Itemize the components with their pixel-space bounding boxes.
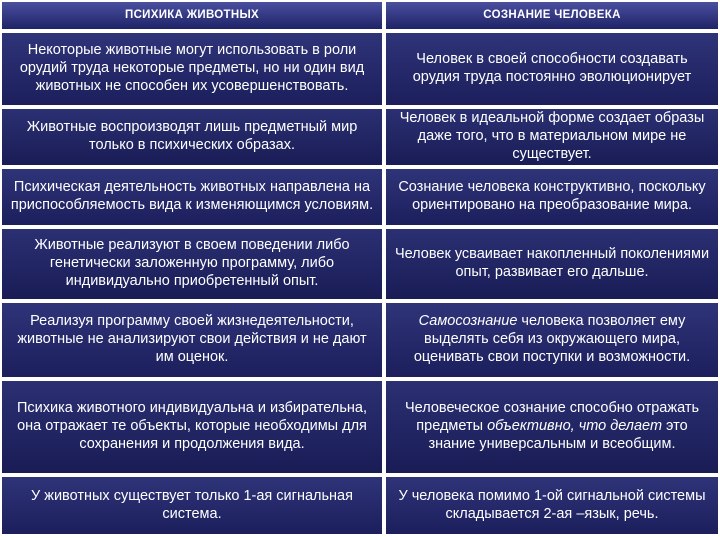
row-1-human: Человек в своей способности создавать орудия труда постоянно эволюционирует	[386, 33, 718, 105]
row-6-human	[386, 381, 718, 473]
row-7-human: У человека помимо 1-ой сигнальной системы складывается 2-ая –язык, речь.	[386, 477, 718, 534]
row-6-human-post: это знание универсальным и всеобщим.	[428, 418, 688, 452]
row-5-animals: Реализуя программу своей жизнедеятельности, животные не анализируют свои действия и не дают им оценок.	[2, 303, 382, 377]
self-awareness-term: Самосознание	[418, 313, 518, 330]
row-4-human: Человек усваивает накопленный поколениями опыт, развивает его дальше.	[386, 229, 718, 299]
row-4-animals: Животные реализуют в своем поведении либо генетически заложенную программу, либо индивидуально приобретенный опыт.	[2, 229, 382, 299]
row-2-animals: Животные воспроизводят лишь предметный мир только в психических образах.	[2, 109, 382, 165]
row-6-human-pre: Человеческое сознание способно отражать предметы	[404, 400, 700, 435]
row-3-human: Сознание человека конструктивно, поскольку ориентировано на преобразование мира.	[386, 169, 718, 225]
row-6-human-text	[392, 400, 712, 453]
objectively-term: объективно, что делает	[487, 418, 663, 435]
row-5-human-text	[392, 313, 712, 366]
row-6-animals: Психика животного индивидуальна и избирательна, она отражает те объекты, которые необходимы для сохранения и продолжения вида.	[2, 381, 382, 473]
header-human-consciousness: СОЗНАНИЕ ЧЕЛОВЕКА	[386, 2, 718, 29]
row-7-animals: У животных существует только 1-ая сигнальная система.	[2, 477, 382, 534]
row-1-animals: Некоторые животные могут использовать в роли орудий труда некоторые предметы, но ни один вид животных не способен их усовершенствовать.	[2, 33, 382, 105]
comparison-table	[2, 2, 718, 538]
row-3-animals: Психическая деятельность животных направлена на приспособляемость вида к изменяющимся условиям.	[2, 169, 382, 225]
row-5-human-rest: человека позволяет ему выделять себя из окружающего мира, оценивать свои поступки и возможности.	[413, 313, 691, 365]
row-5-human	[386, 303, 718, 377]
header-animal-psyche: ПСИХИКА ЖИВОТНЫХ	[2, 2, 382, 29]
row-2-human: Человек в идеальной форме создает образы даже того, что в материальном мире не существует.	[386, 109, 718, 165]
